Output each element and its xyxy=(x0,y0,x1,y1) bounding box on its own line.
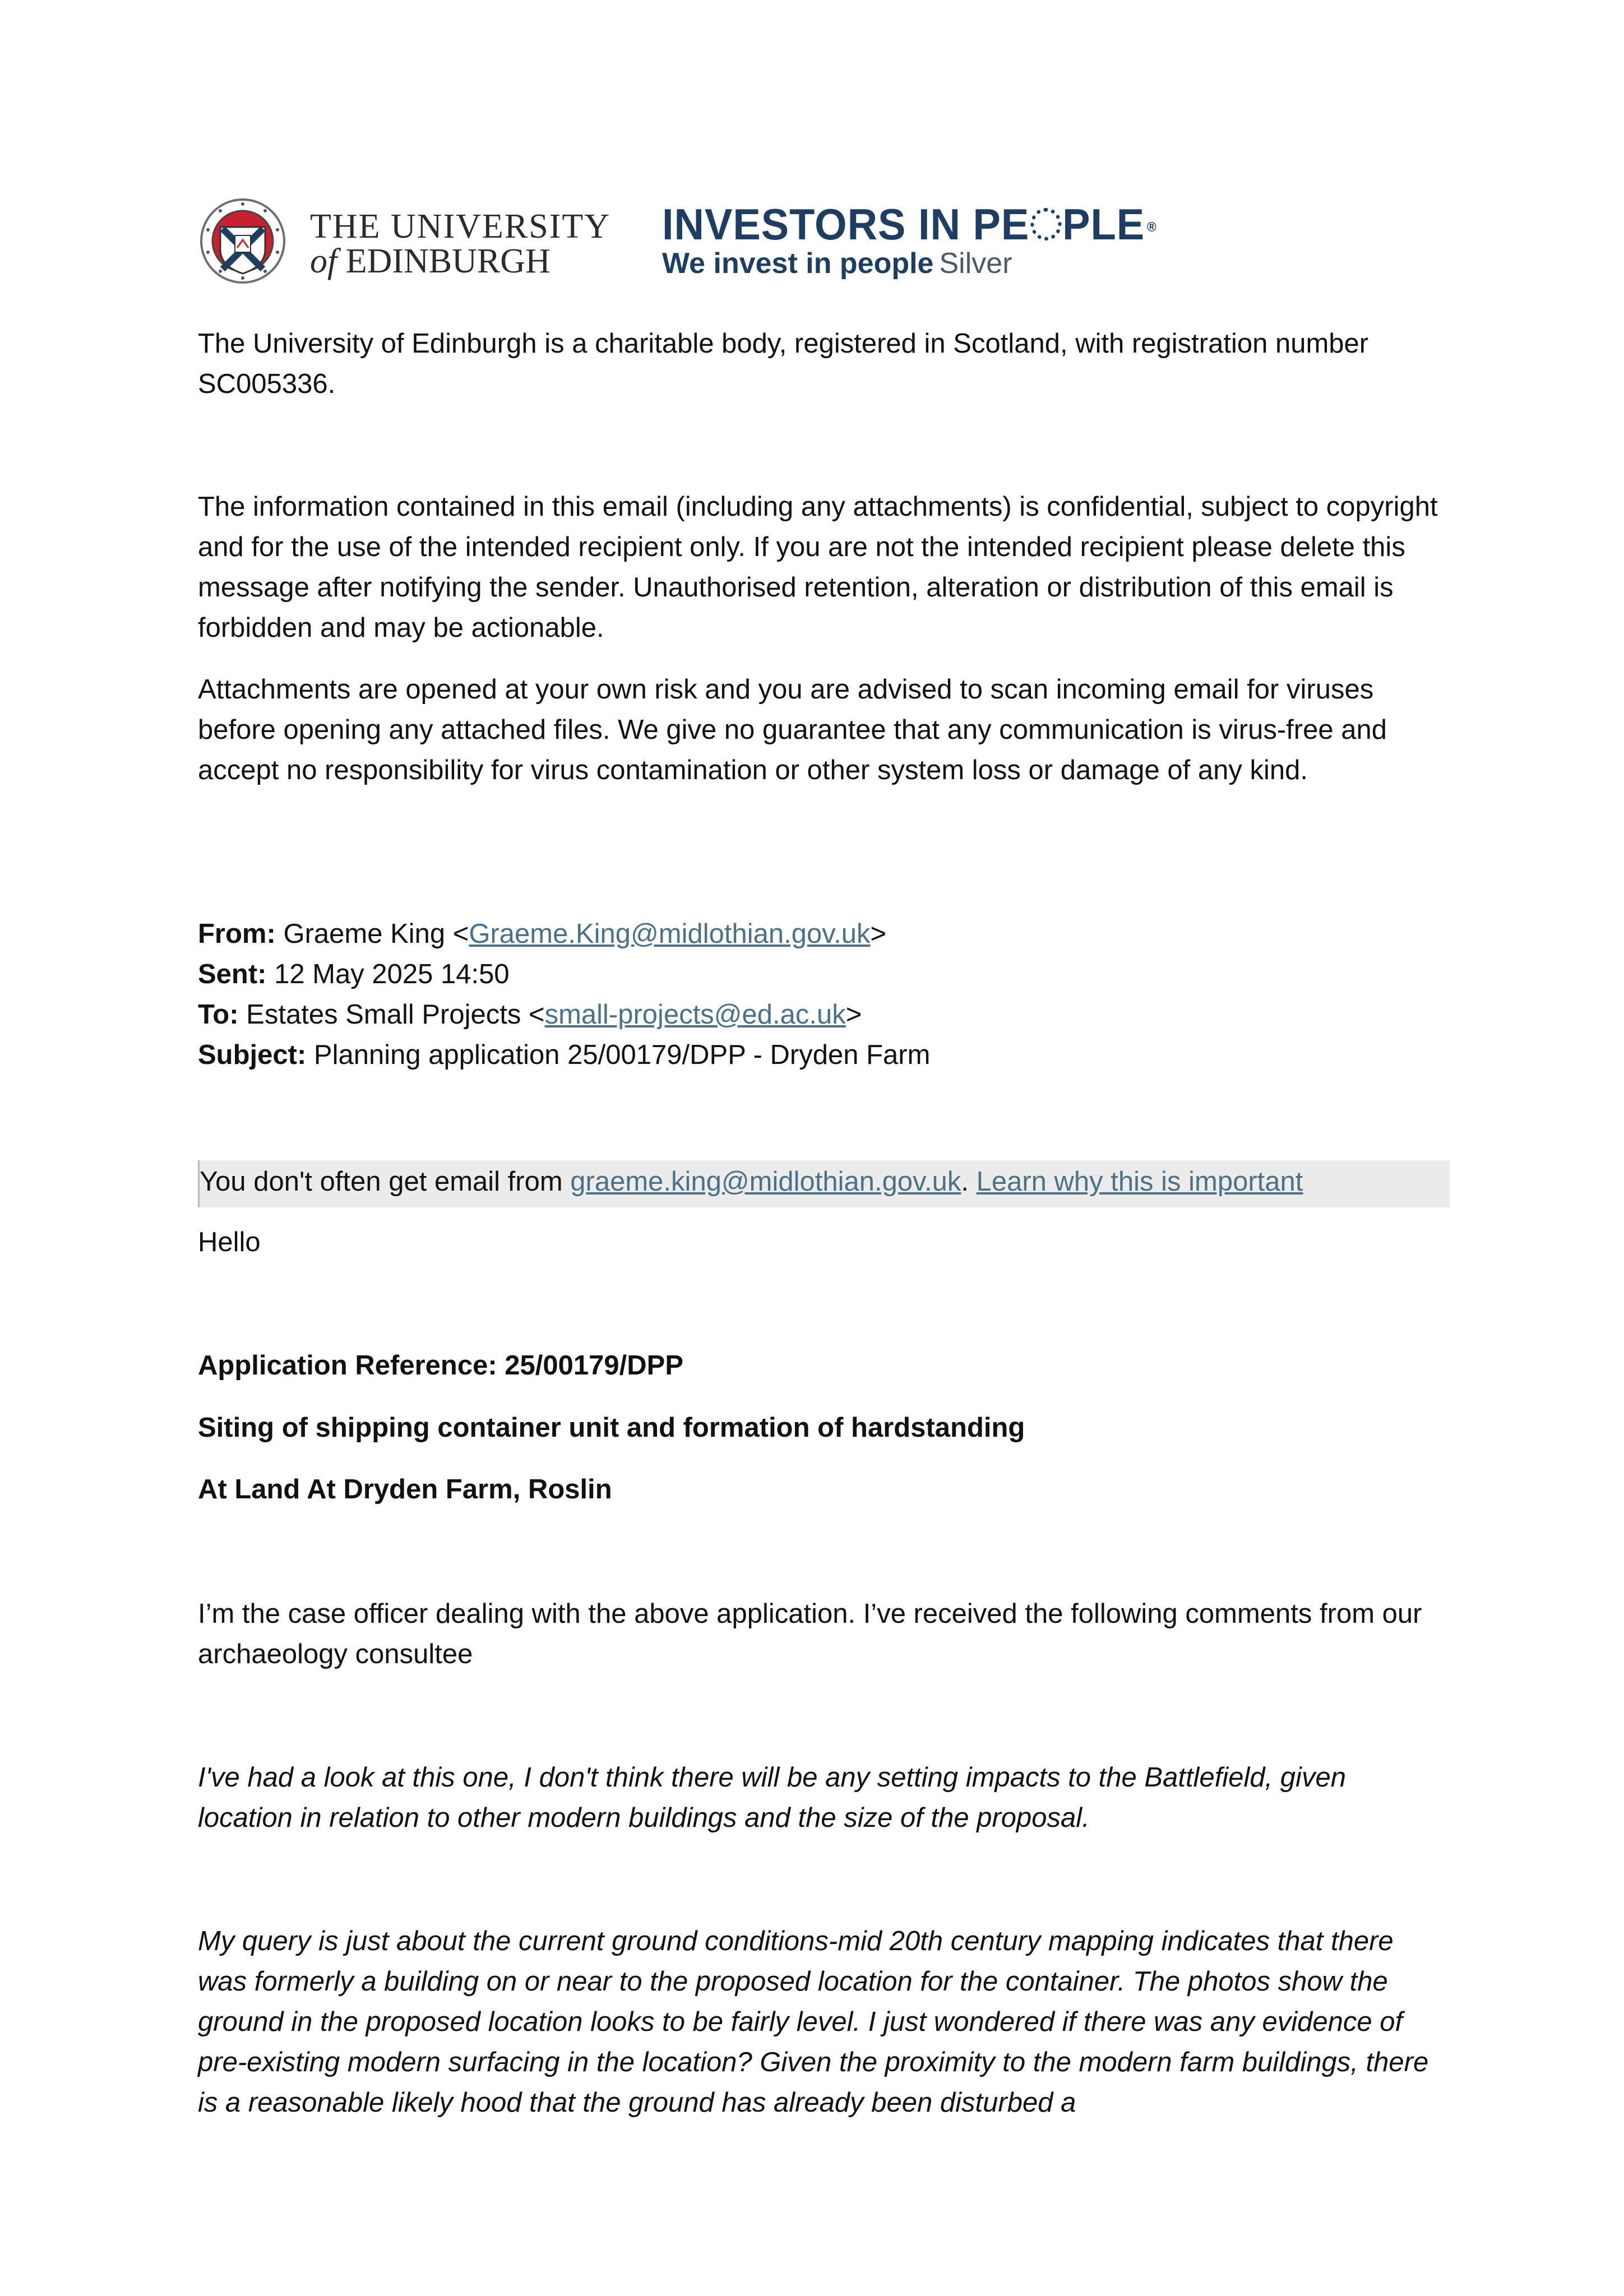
university-wordmark xyxy=(310,209,610,279)
iip-level: Silver xyxy=(939,247,1012,280)
case-officer-intro: I’m the case officer dealing with the above application. I’ve received the following comments from our archaeology consultee xyxy=(198,1599,1422,1669)
application-reference: Application Reference: 25/00179/DPP xyxy=(198,1350,684,1381)
attachments-notice: Attachments are opened at your own risk and you are advised to scan incoming email for viruses before opening any attached files. We give no guarantee that any communication is virus-free and accept no responsibility for virus contamination or other system loss or damage of any kind. xyxy=(198,674,1387,785)
university-crest-icon xyxy=(198,196,288,286)
investors-in-people-logo xyxy=(662,202,1183,280)
header-to: To: Estates Small Projects <small-projects@ed.ac.uk> xyxy=(198,999,862,1030)
from-email-link[interactable]: Graeme.King@midlothian.gov.uk xyxy=(469,919,871,949)
iip-title: INVESTORS IN PE PLE ® xyxy=(662,200,1157,249)
consultee-comment-1: I've had a look at this one, I don't think there will be any setting impacts to the Battlefield, given location in relation to other modern buildings and the size of the proposal. xyxy=(198,1762,1346,1833)
application-location: At Land At Dryden Farm, Roslin xyxy=(198,1474,612,1505)
university-name-line1: THE UNIVERSITY xyxy=(310,207,610,246)
charity-notice: The University of Edinburgh is a charitable body, registered in Scotland, with registration number SC005336. xyxy=(198,328,1369,399)
greeting: Hello xyxy=(198,1227,261,1257)
email-header xyxy=(198,914,1448,1075)
confidentiality-notice: The information contained in this email (including any attachments) is confidential, subject to copyright and for the use of the intended recipient only. If you are not the intended recipient please delete this message after notifying the sender. Unauthorised retention, alteration or distribution of this email is forbidden and may be actionable. xyxy=(198,492,1438,643)
logo-bar xyxy=(198,191,1157,291)
header-from: From: Graeme King <Graeme.King@midlothian.gov.uk> xyxy=(198,919,887,949)
learn-why-link[interactable]: Learn why this is important xyxy=(976,1166,1303,1197)
header-sent: Sent: 12 May 2025 14:50 xyxy=(198,959,510,989)
iip-dotted-o-icon xyxy=(1030,208,1061,240)
banner-email-link[interactable]: graeme.king@midlothian.gov.uk xyxy=(570,1166,961,1197)
to-email-link[interactable]: small-projects@ed.ac.uk xyxy=(544,999,846,1030)
university-name-line2: of EDINBURGH xyxy=(310,242,550,280)
iip-tagline: We invest in people Silver xyxy=(662,247,1012,280)
consultee-comment-2: My query is just about the current ground conditions-mid 20th century mapping indicates that there was formerly a building on or near to the proposed location for the container. The photos show the ground in the proposed location looks to be fairly level. I just wondered if there was any evidence of pre-existing modern surfacing in the location? Given the proximity to the modern farm buildings, there is a reasonable likely hood that the ground has already been disturbed a xyxy=(198,1926,1429,2118)
application-description: Siting of shipping container unit and formation of hardstanding xyxy=(198,1413,1025,1443)
header-subject: Subject: Planning application 25/00179/DPP - Dryden Farm xyxy=(198,1040,931,1070)
external-sender-banner: You don't often get email from graeme.king@midlothian.gov.uk. Learn why this is important xyxy=(198,1160,1450,1207)
